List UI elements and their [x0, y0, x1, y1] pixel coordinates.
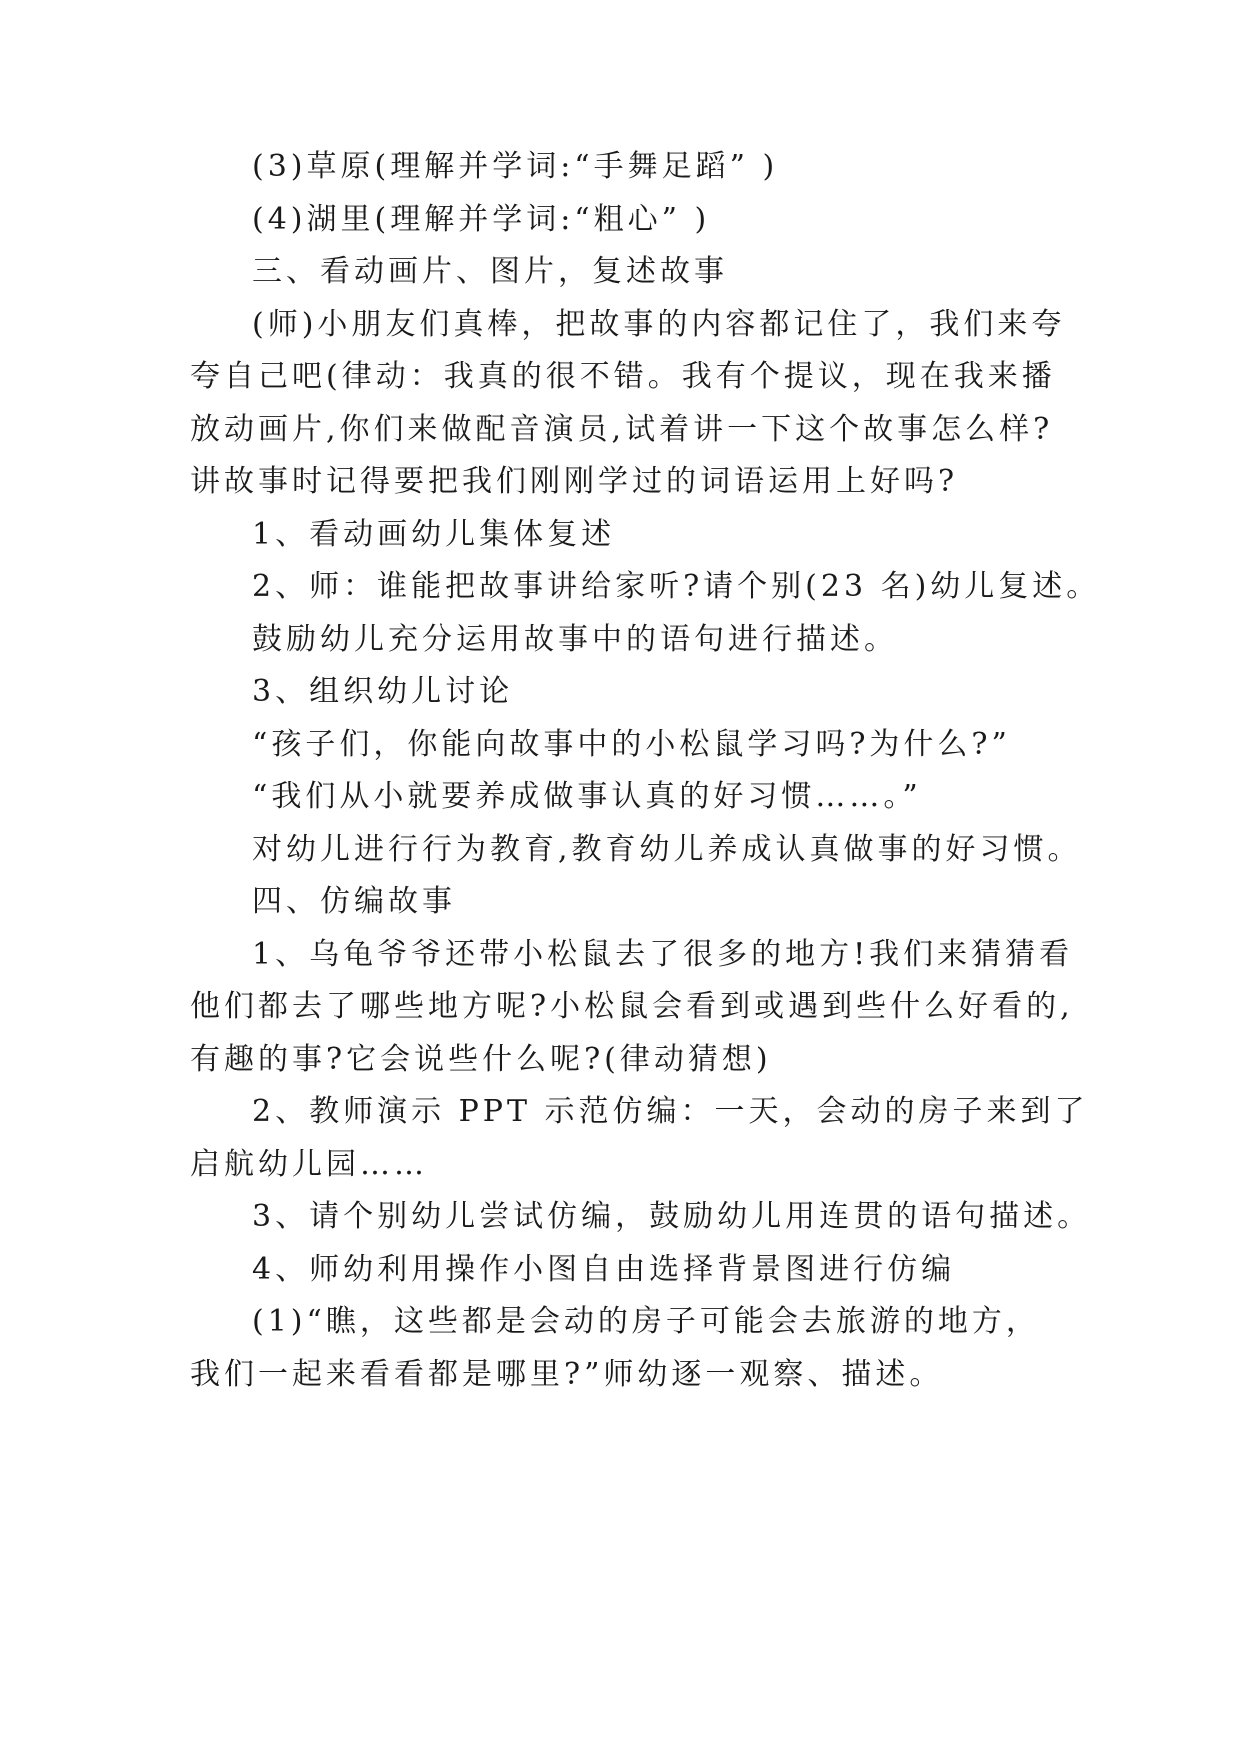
quote-line: “我们从小就要养成做事认真的好习惯……。”: [252, 779, 922, 814]
section-heading: 三、看动画片、图片，复述故事: [252, 254, 728, 289]
section-heading: 四、仿编故事: [252, 884, 456, 919]
text-line: 3、请个别幼儿尝试仿编，鼓励幼儿用连贯的语句描述。: [252, 1199, 1092, 1234]
text-line: 2、教师演示 PPT 示范仿编：一天，会动的房子来到了: [252, 1094, 1089, 1129]
text-line: (师)小朋友们真棒，把故事的内容都记住了，我们来夸: [252, 307, 1066, 342]
text-line: 夸自己吧(律动：我真的很不错。我有个提议，现在我来播: [190, 359, 1056, 394]
text-line: (3)草原(理解并学词:“手舞足蹈” ): [252, 149, 779, 184]
text-line: 1、乌龟爷爷还带小松鼠去了很多的地方!我们来猜猜看: [252, 937, 1074, 972]
text-line: 2、师：谁能把故事讲给家听?请个别(23 名)幼儿复述。: [252, 569, 1101, 604]
text-line: 启航幼儿园……: [190, 1147, 428, 1182]
text-line: 放动画片,你们来做配音演员,试着讲一下这个故事怎么样?: [190, 412, 1054, 447]
text-line: 鼓励幼儿充分运用故事中的语句进行描述。: [252, 622, 898, 657]
text-line: 有趣的事?它会说些什么呢?(律动猜想): [190, 1042, 772, 1077]
text-line: (1)“瞧，这些都是会动的房子可能会去旅游的地方，: [252, 1304, 1040, 1339]
text-line: 对幼儿进行行为教育,教育幼儿养成认真做事的好习惯。: [252, 832, 1082, 867]
text-line: 3、组织幼儿讨论: [252, 674, 514, 709]
quote-line: “孩子们，你能向故事中的小松鼠学习吗?为什么?”: [252, 727, 1011, 762]
text-line: 他们都去了哪些地方呢?小松鼠会看到或遇到些什么好看的,: [190, 989, 1074, 1024]
text-line: 讲故事时记得要把我们刚刚学过的词语运用上好吗?: [190, 464, 959, 499]
text-line: 我们一起来看看都是哪里?”师幼逐一观察、描述。: [190, 1357, 944, 1392]
text-line: (4)湖里(理解并学词:“粗心” ): [252, 202, 711, 237]
text-line: 4、师幼利用操作小图自由选择背景图进行仿编: [252, 1252, 956, 1287]
text-line: 1、看动画幼儿集体复述: [252, 517, 616, 552]
